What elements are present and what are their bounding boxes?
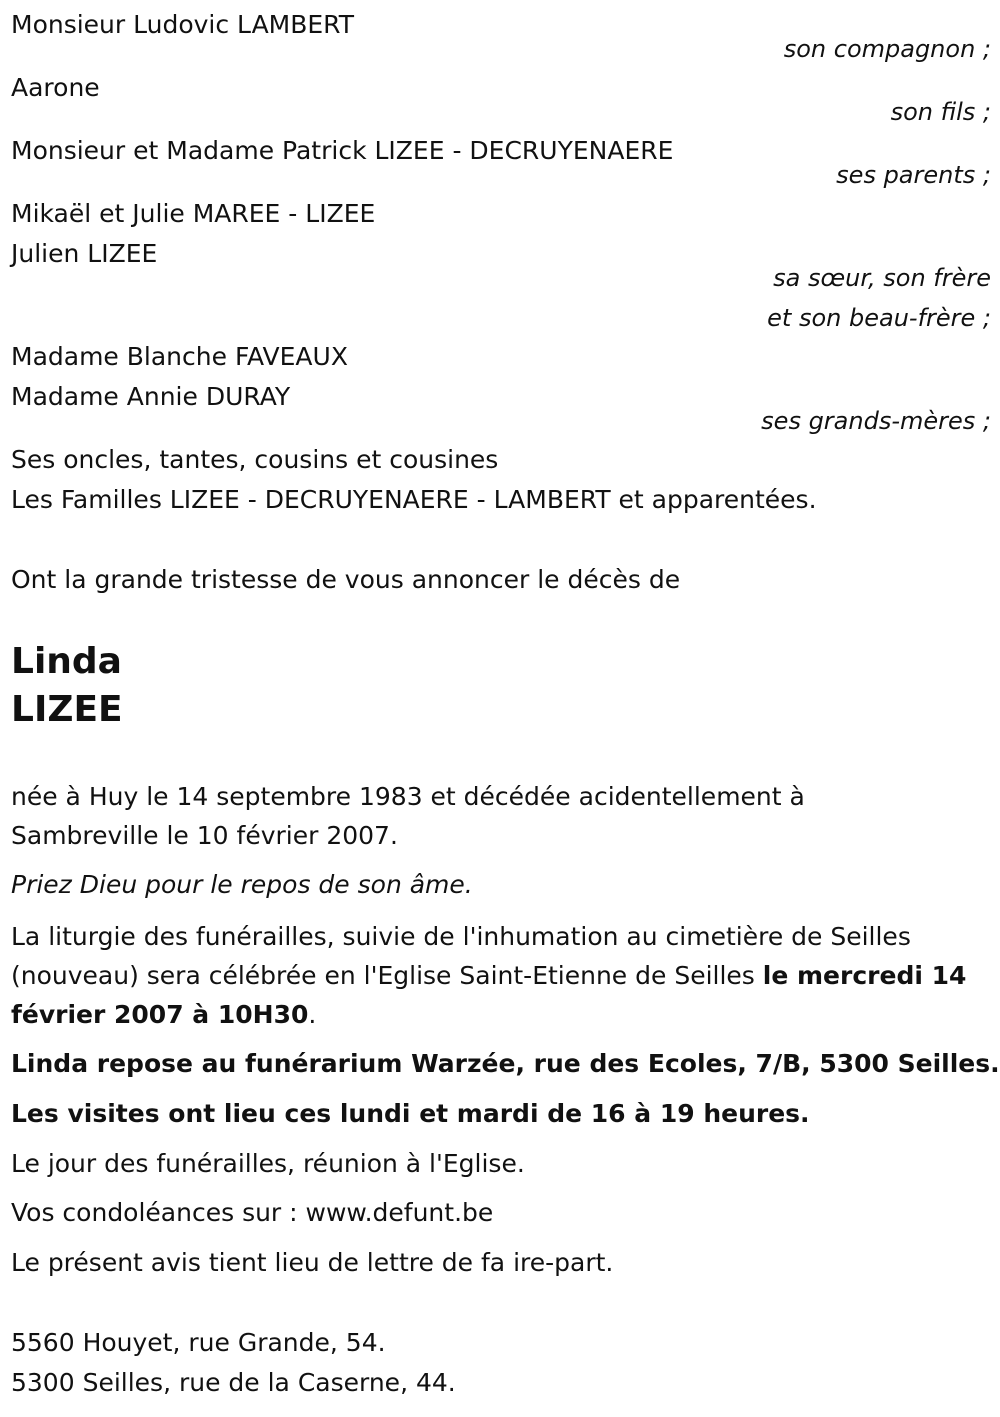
grandmothers-relation: ses grands-mères ; [761,407,991,435]
liturgy-end: . [308,1000,317,1029]
companion-relation: son compagnon ; [783,35,991,63]
notice-text: Le présent avis tient lieu de lettre de fa ire-part. [11,1248,614,1277]
liturgy-paragraph [11,917,991,1034]
siblings-name-1: Mikaël et Julie MAREE - LIZEE [11,199,376,228]
parents-relation: ses parents ; [836,161,991,189]
siblings-name-2: Julien LIZEE [11,239,158,268]
deceased-first-name: Linda [11,641,122,682]
address-1: 5560 Houyet, rue Grande, 54. [11,1328,386,1357]
siblings-relation-1: sa sœur, son frère [773,264,991,292]
son-name: Aarone [11,73,100,102]
son-relation: son fils ; [890,98,991,126]
extended-family-2: Les Familles LIZEE - DECRUYENAERE - LAMBERT et apparentées. [11,485,817,514]
grandmother-name-2: Madame Annie DURAY [11,382,291,411]
parents-name: Monsieur et Madame Patrick LIZEE - DECRUYENAERE [11,136,674,165]
obituary-notice [11,0,1000,1417]
liturgy-date: le mercredi 14 février 2007 à 10H30 [11,961,967,1029]
visits-text: Les visites ont lieu ces lundi et mardi de 16 à 19 heures. [11,1099,810,1128]
extended-family-1: Ses oncles, tantes, cousins et cousines [11,445,499,474]
birth-death-text: née à Huy le 14 septembre 1983 et décédée acidentellement à Sambreville le 10 février 2007. [11,782,805,850]
grandmother-name-1: Madame Blanche FAVEAUX [11,342,348,371]
funerarium-text: Linda repose au funérarium Warzée, rue des Ecoles, 7/B, 5300 Seilles. [11,1049,1000,1078]
companion-name: Monsieur Ludovic LAMBERT [11,10,355,39]
announcement-text: Ont la grande tristesse de vous annoncer le décès de [11,565,681,594]
deceased-last-name: LIZEE [11,689,123,730]
condolences-text: Vos condoléances sur : www.defunt.be [11,1198,494,1227]
meeting-text: Le jour des funérailles, réunion à l'Eglise. [11,1149,525,1178]
prayer-text: Priez Dieu pour le repos de son âme. [11,870,473,899]
liturgy-text: La liturgie des funérailles, suivie de l'inhumation au cimetière de Seilles (nouveau) sera célébrée en l'Eglise Saint-Etienne de Seilles [11,922,911,990]
siblings-relation-2: et son beau-frère ; [767,304,991,332]
address-2: 5300 Seilles, rue de la Caserne, 44. [11,1368,456,1397]
